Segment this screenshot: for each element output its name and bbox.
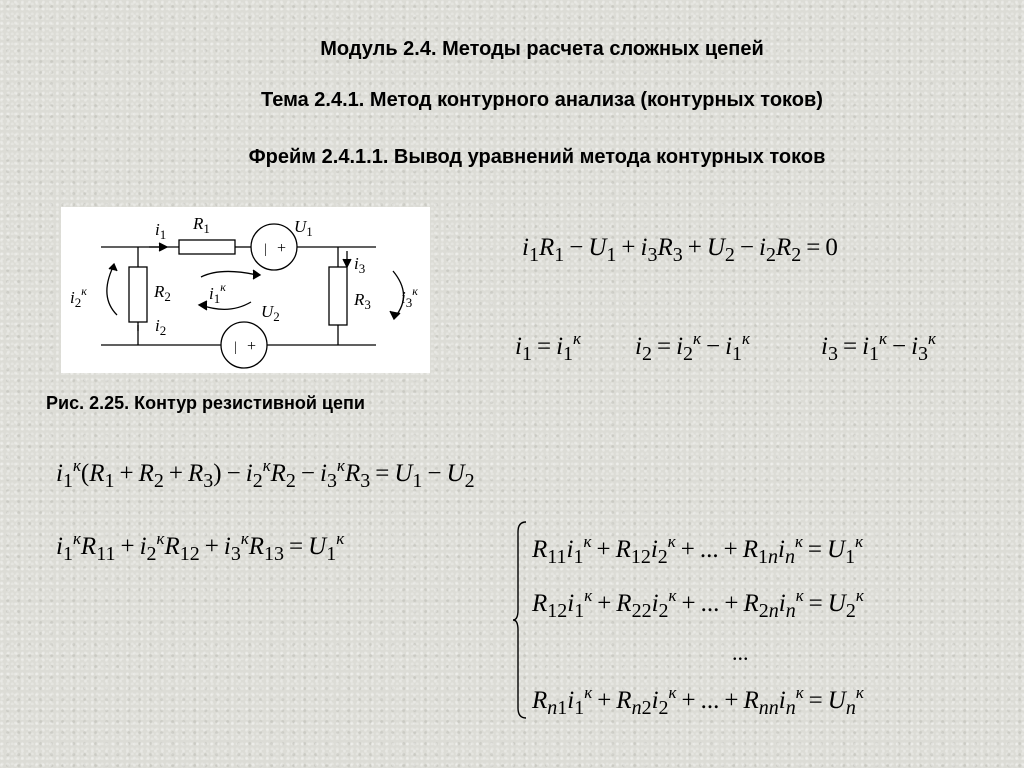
resistor-r2 — [129, 267, 147, 322]
u1-minus-mark: | — [264, 242, 267, 257]
equation-loop-kvl: $i_1R_1 - U_1 + i_3R_3 + U_2 - i_2R_2 = 0$ — [522, 234, 838, 266]
system-row-2: $R_{12}i_1^к + R_{22}i_2^к$ + ... + $R_{2n}i_n^к = U_2^к$ — [532, 586, 864, 622]
label-i3: $i_3$ — [354, 254, 366, 276]
label-i2k: $i_2^к$ — [70, 284, 87, 310]
figure-caption: Рис. 2.25. Контур резистивной цепи — [46, 393, 365, 413]
system-brace — [512, 520, 528, 720]
frame-title: Фрейм 2.4.1.1. Вывод уравнений метода контурных токов — [248, 146, 826, 168]
equation-general-loop: $i_1^кR_{11} + i_2^кR_{12} + i_3^кR_{13} = U_1^к$ — [56, 529, 345, 565]
source-u1 — [251, 224, 297, 270]
equation-loop-current: $i_1^к(R_1 + R_2 + R_3) - i_2^кR_2 - i_3^кR_3 = U_1 - U_2$ — [56, 456, 475, 492]
label-i2: $i_2$ — [155, 316, 167, 338]
module-title: Модуль 2.4. Методы расчета сложных цепей — [320, 38, 764, 60]
equation-i2: $i_2 = i_2^к - i_1^к$ — [635, 329, 750, 365]
resistor-r1 — [179, 240, 235, 254]
system-ellipsis: ... — [732, 640, 749, 665]
label-u2: $U_2$ — [261, 302, 280, 324]
system-row-n: $R_{n1}i_1^к + R_{n2}i_2^к$ + ... + $R_{nn}i_n^к = U_n^к$ — [532, 683, 864, 719]
u2-plus-mark: + — [247, 338, 257, 355]
u2-minus-mark: | — [234, 340, 237, 355]
topic-title: Тема 2.4.1. Метод контурного анализа (контурных токов) — [261, 89, 823, 111]
loop-arrow-i1k-bottom — [201, 302, 251, 309]
u1-plus-mark: + — [277, 240, 287, 257]
equation-i3: $i_3 = i_1^к - i_3^к$ — [821, 329, 936, 365]
system-row-1: $R_{11}i_1^к + R_{12}i_2^к$ + ... + $R_{1n}i_n^к = U_1^к$ — [532, 532, 864, 568]
resistor-r3 — [329, 267, 347, 325]
label-r2: $R_2$ — [154, 282, 171, 304]
equation-i1: $i_1 = i_1^к$ — [515, 329, 581, 365]
loop-arrow-i2k — [107, 267, 117, 315]
label-i3k: $i_3^к$ — [401, 284, 418, 310]
source-u2 — [221, 322, 267, 368]
label-r1: $R_1$ — [193, 214, 210, 236]
label-i1k: $i_1^к$ — [209, 280, 226, 306]
label-r3: $R_3$ — [354, 290, 371, 312]
circuit-diagram — [61, 207, 430, 373]
label-u1: $U_1$ — [294, 217, 313, 239]
label-i1: $i_1$ — [155, 220, 167, 242]
loop-arrow-i1k-top — [201, 271, 257, 277]
